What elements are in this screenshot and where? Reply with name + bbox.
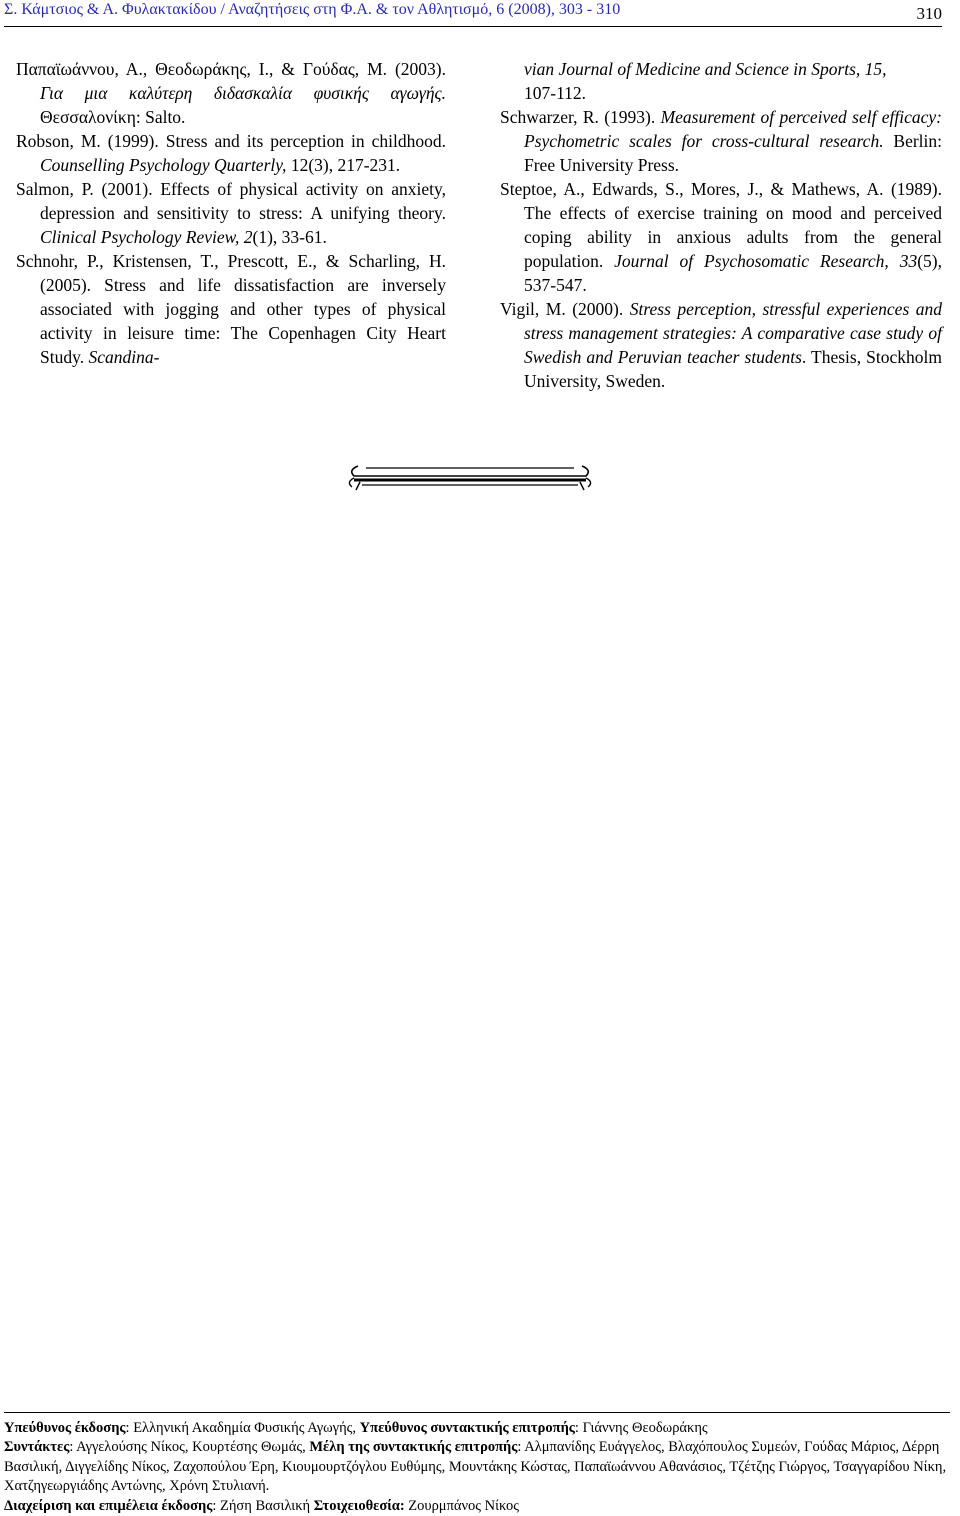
- footer-line-publisher: Υπεύθυνος έκδοσης: Ελληνική Ακαδημία Φυσικής Αγωγής, Υπεύθυνος συντακτικής επιτροπής: Γιάννης Θεοδωράκης: [4, 1420, 708, 1436]
- page-number: 310: [916, 4, 942, 23]
- footer-line-management: Διαχείριση και επιμέλεια έκδοσης: Ζήση Βασιλική Στοιχειοθεσία: Ζουρμπάνος Νίκος: [4, 1497, 520, 1514]
- editorial-footer: [4, 1412, 950, 1516]
- right-column: [500, 57, 942, 393]
- reference-steptoe: Steptoe, A., Edwards, S., Mores, J., & Mathews, A. (1989). The effects of exercise training on mood and perceived coping ability in anxious adults from the general population. Journal of Psychosomatic Research, 33(5), 537-547.: [500, 179, 942, 295]
- reference-robson: Robson, M. (1999). Stress and its perception in childhood. Counselling Psychology Quarterly, 12(3), 217-231.: [16, 131, 446, 175]
- section-divider-ornament: [344, 460, 596, 492]
- footer-line-editors: Συντάκτες: Αγγελούσης Νίκος, Κουρτέσης Θωμάς, Μέλη της συντακτικής επιτροπής: Αλμπανίδης Ευάγγελος, Βλαχόπουλος Συμεών, Γούδας Μάριος, Δέρρη Βασιλική, Διγγελίδης Νίκος, Ζαχοπούλου Έρη, Κιουμουρτζόγλου Ευθύμης, Μουντάκης Κώστας, Παπαϊωάννου Αθανάσιος, Τζέτζης Γιώργος, Τσαγγαρίδου Νίκη, Χατζηγεωργιάδης Αντώνης, Χρόνη Στυλιανή.: [4, 1439, 947, 1495]
- reference-schnohr: Schnohr, P., Kristensen, T., Prescott, E., & Scharling, H. (2005). Stress and life dissatisfaction are inversely associated with jogging and other types of physical activity in leisure time: The Copenhagen City Heart Study. Scandina-: [16, 251, 446, 367]
- reference-papaioannou: Παπαϊωάννου, Α., Θεοδωράκης, Ι., & Γούδας, Μ. (2003). Για μια καλύτερη διδασκαλία φυσικής αγωγής. Θεσσαλονίκη: Salto.: [16, 59, 446, 127]
- reference-vigil: Vigil, M. (2000). Stress perception, stressful experiences and stress management strategies: A comparative case study of Swedish and Peruvian teacher students. Thesis, Stockholm University, Sweden.: [500, 299, 943, 391]
- left-column: [16, 57, 446, 369]
- reference-schwarzer: Schwarzer, R. (1993). Measurement of perceived self efficacy: Psychometric scales for cross-cultural research. Berlin: Free University Press.: [500, 107, 943, 175]
- reference-salmon: Salmon, P. (2001). Effects of physical activity on anxiety, depression and sensitivity to stress: A unifying theory. Clinical Psychology Review, 2(1), 33-61.: [16, 179, 446, 247]
- reference-schnohr-continued: vian Journal of Medicine and Science in Sports, 15, 107-112.: [524, 59, 887, 103]
- running-header: [4, 0, 942, 27]
- running-title: Σ. Κάμτσιος & Α. Φυλακτακίδου / Αναζητήσεις στη Φ.Α. & τον Αθλητισμό, 6 (2008), 303 - 310: [4, 1, 621, 18]
